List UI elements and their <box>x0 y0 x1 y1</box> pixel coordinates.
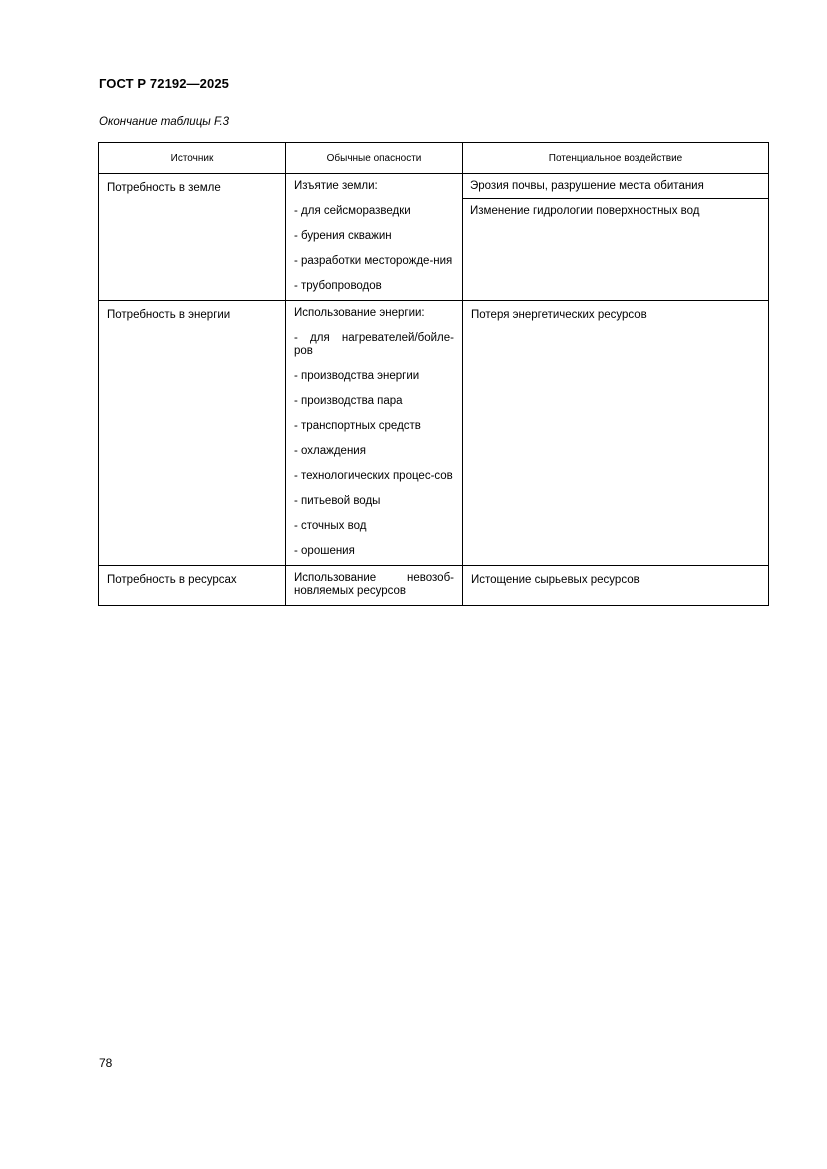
hazard-item: - бурения скважин <box>294 230 392 242</box>
hazard-item: - производства энергии <box>294 370 420 382</box>
hazard-item: Использование невозоб-новляемых ресурсов <box>294 572 454 597</box>
table-header-row <box>99 143 769 174</box>
hazard-item: - сточных вод <box>294 520 367 532</box>
hazard-item: - производства пара <box>294 395 403 407</box>
column-header-hazards: Обычные опасности <box>286 143 463 174</box>
source-cell <box>99 174 286 301</box>
column-header-impact: Потенциальное воздействие <box>463 143 769 174</box>
hazard-item: - транспортных средств <box>294 420 421 432</box>
hazards-cell <box>286 566 463 606</box>
hazard-item: - для нагревателей/бойле-ров <box>294 332 454 357</box>
hazard-item: - для сейсморазведки <box>294 205 411 217</box>
source-text: Потребность в энергии <box>107 309 231 321</box>
table-row <box>99 174 769 301</box>
impact-cell <box>463 301 769 566</box>
source-text: Потребность в земле <box>107 182 221 194</box>
hazard-item: - разработки месторожде-ния <box>294 255 453 267</box>
source-cell <box>99 566 286 606</box>
impact-cell <box>463 174 769 301</box>
hazard-item: - орошения <box>294 545 355 557</box>
hazard-item: Изъятие земли: <box>294 180 378 192</box>
document-header: ГОСТ Р 72192—2025 <box>99 76 229 91</box>
table-caption: Окончание таблицы F.3 <box>99 116 230 128</box>
hazard-item: - трубопроводов <box>294 280 382 292</box>
impact-item: Потеря энергетических ресурсов <box>471 309 647 321</box>
impact-cell <box>463 566 769 606</box>
hazards-table <box>98 142 769 606</box>
hazards-cell <box>286 174 463 301</box>
source-cell <box>99 301 286 566</box>
table-row <box>99 301 769 566</box>
hazard-item: Использование энергии: <box>294 307 425 319</box>
hazard-item: - охлаждения <box>294 445 366 457</box>
column-header-source: Источник <box>99 143 286 174</box>
page-number: 78 <box>99 1056 113 1070</box>
impact-item: Изменение гидрологии поверхностных вод <box>470 205 700 217</box>
impact-item: Эрозия почвы, разрушение места обитания <box>463 174 768 199</box>
table-row <box>99 566 769 606</box>
source-text: Потребность в ресурсах <box>107 574 237 586</box>
hazard-item: - технологических процес-сов <box>294 470 453 482</box>
impact-item: Истощение сырьевых ресурсов <box>471 574 640 586</box>
hazard-item: - питьевой воды <box>294 495 381 507</box>
hazards-cell <box>286 301 463 566</box>
